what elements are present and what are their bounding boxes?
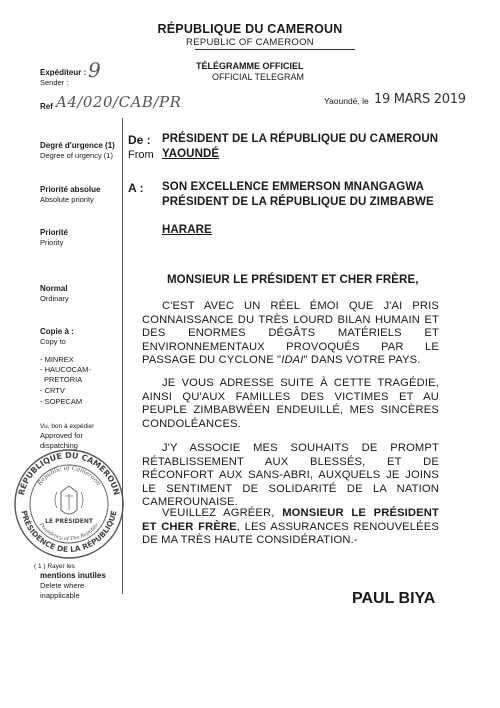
copy-label-fr: Copie à : (40, 327, 74, 336)
to-label: A : (128, 181, 144, 195)
copy-item-haucocam: - HAUCOCAM- (40, 365, 91, 374)
paragraph-4-bold: MONSIEUR LE PRÉSIDENT ET CHER FRÈRE (142, 507, 439, 533)
date-label: Yaoundé, le (324, 96, 369, 106)
presidential-seal (13, 448, 125, 560)
approved-label-en-2: dispatching (40, 441, 78, 450)
ref-label: Ref (40, 102, 53, 111)
priority-en: Priority (40, 238, 64, 247)
seal-text-bottom: PRÉSIDENCE DE LA RÉPUBLIQUE (19, 509, 119, 555)
copy-item-minrex: - MINREX (40, 355, 74, 364)
from-label-fr: De : (128, 133, 151, 147)
paragraph-4 (142, 507, 439, 548)
from-label-en: From (128, 149, 154, 161)
seal-text-inner-bottom: Presidency of The Republic (37, 522, 101, 543)
sender-handwritten: 9 (88, 58, 101, 82)
from-line-1: PRÉSIDENT DE LA RÉPUBLIQUE DU CAMEROUN (162, 133, 439, 145)
paragraph-1-text: C'EST AVEC UN RÉEL ÉMOI QUE J'AI PRIS CONNAISSANCE DU TRÈS LOURD BILAN HUMAIN ET DES ENORMES DÉGÂTS MATÉRIELS ET ENVIRONNEMENTAUX PROVOQUÉS PAR LE PASSAGE DU CYCLONE " (142, 300, 439, 366)
paragraph-4-end: , LES ASSURANCES RENOUVELÉES DE MA TRÈS HAUTE CONSIDÉRATION.- (142, 520, 440, 546)
priority-absolute-fr: Priorité absolue (40, 185, 101, 194)
cyclone-name: IDAI (281, 354, 304, 366)
seal-center-text: LE PRÉSIDENT (45, 518, 93, 525)
paragraph-1-end: " DANS VOTRE PAYS. (303, 354, 421, 366)
republic-title-fr: RÉPUBLIQUE DU CAMEROUN (157, 22, 343, 36)
footnote-4: inapplicable (40, 591, 80, 600)
copy-item-pretoria: PRETORIA (44, 375, 83, 384)
paragraph-1 (142, 300, 439, 368)
to-city: HARARE (162, 224, 212, 236)
telegram-title-en: OFFICIAL TELEGRAM (212, 72, 305, 82)
approved-label-fr: Vu, bon à expédier (40, 423, 95, 430)
to-line-2: PRÉSIDENT DE LA RÉPUBLIQUE DU ZIMBABWE (162, 196, 434, 208)
paragraph-3: J'Y ASSOCIE MES SOUHAITS DE PROMPT RÉTABLISSEMENT AUX BLESSÉS, ET DE RÉCONFORT AUX SANS-ABRI, AUXQUELS JE JOINS LE SENTIMENT DE SOLIDARITÉ DE LA NATION CAMEROUNAISE. (142, 442, 439, 508)
seal-text-inner-top: Republic of Cameroon (36, 465, 102, 487)
sender-label-fr: Expéditeur : (40, 68, 87, 77)
to-line-1: SON EXCELLENCE EMMERSON MNANGAGWA (162, 181, 425, 193)
copy-item-crtv: - CRTV (40, 386, 65, 395)
date-stamp: 19 MARS 2019 (374, 92, 466, 107)
normal-en: Ordinary (40, 294, 69, 303)
priority-fr: Priorité (40, 228, 69, 237)
paragraph-4-text: VEUILLEZ AGRÉER, (162, 507, 275, 519)
seal-text-top: RÉPUBLIQUE DU CAMEROUN (16, 450, 122, 497)
sender-label-en: Sender : (40, 78, 69, 87)
header-divider (195, 49, 355, 50)
footnote-3: Delete where (40, 581, 85, 590)
margin-divider (122, 118, 123, 594)
signature: PAUL BIYA (352, 590, 436, 607)
approved-label-en-1: Approved for (40, 431, 83, 440)
salutation: MONSIEUR LE PRÉSIDENT ET CHER FRÈRE, (167, 274, 419, 286)
urgency-label-fr: Degré d'urgence (1) (40, 141, 115, 150)
from-line-2: YAOUNDÉ (162, 148, 220, 160)
ref-handwritten: A4/020/CAB/PR (56, 93, 182, 111)
footnote-2: mentions inutiles (40, 571, 106, 580)
republic-title-en: REPUBLIC OF CAMEROON (186, 37, 314, 48)
priority-absolute-en: Absolute priority (40, 195, 94, 204)
paragraph-2: JE VOUS ADRESSE SUITE À CETTE TRAGÉDIE, AINSI QU'AUX FAMILLES DES VICTIMES ET AU PEUPLE ZIMBABWÉEN ENDEUILLÉ, MES SINCÈRES CONDOLÉANCES. (142, 377, 439, 430)
urgency-label-en: Degree of urgency (1) (40, 151, 113, 160)
copy-item-sopecam: - SOPECAM (40, 397, 83, 406)
telegram-title-fr: TÉLÉGRAMME OFFICIEL (196, 61, 304, 71)
normal-fr: Normal (40, 284, 68, 293)
footnote-1: ( 1 ) Rayer les (34, 563, 75, 570)
copy-label-en: Copy to (40, 337, 66, 346)
